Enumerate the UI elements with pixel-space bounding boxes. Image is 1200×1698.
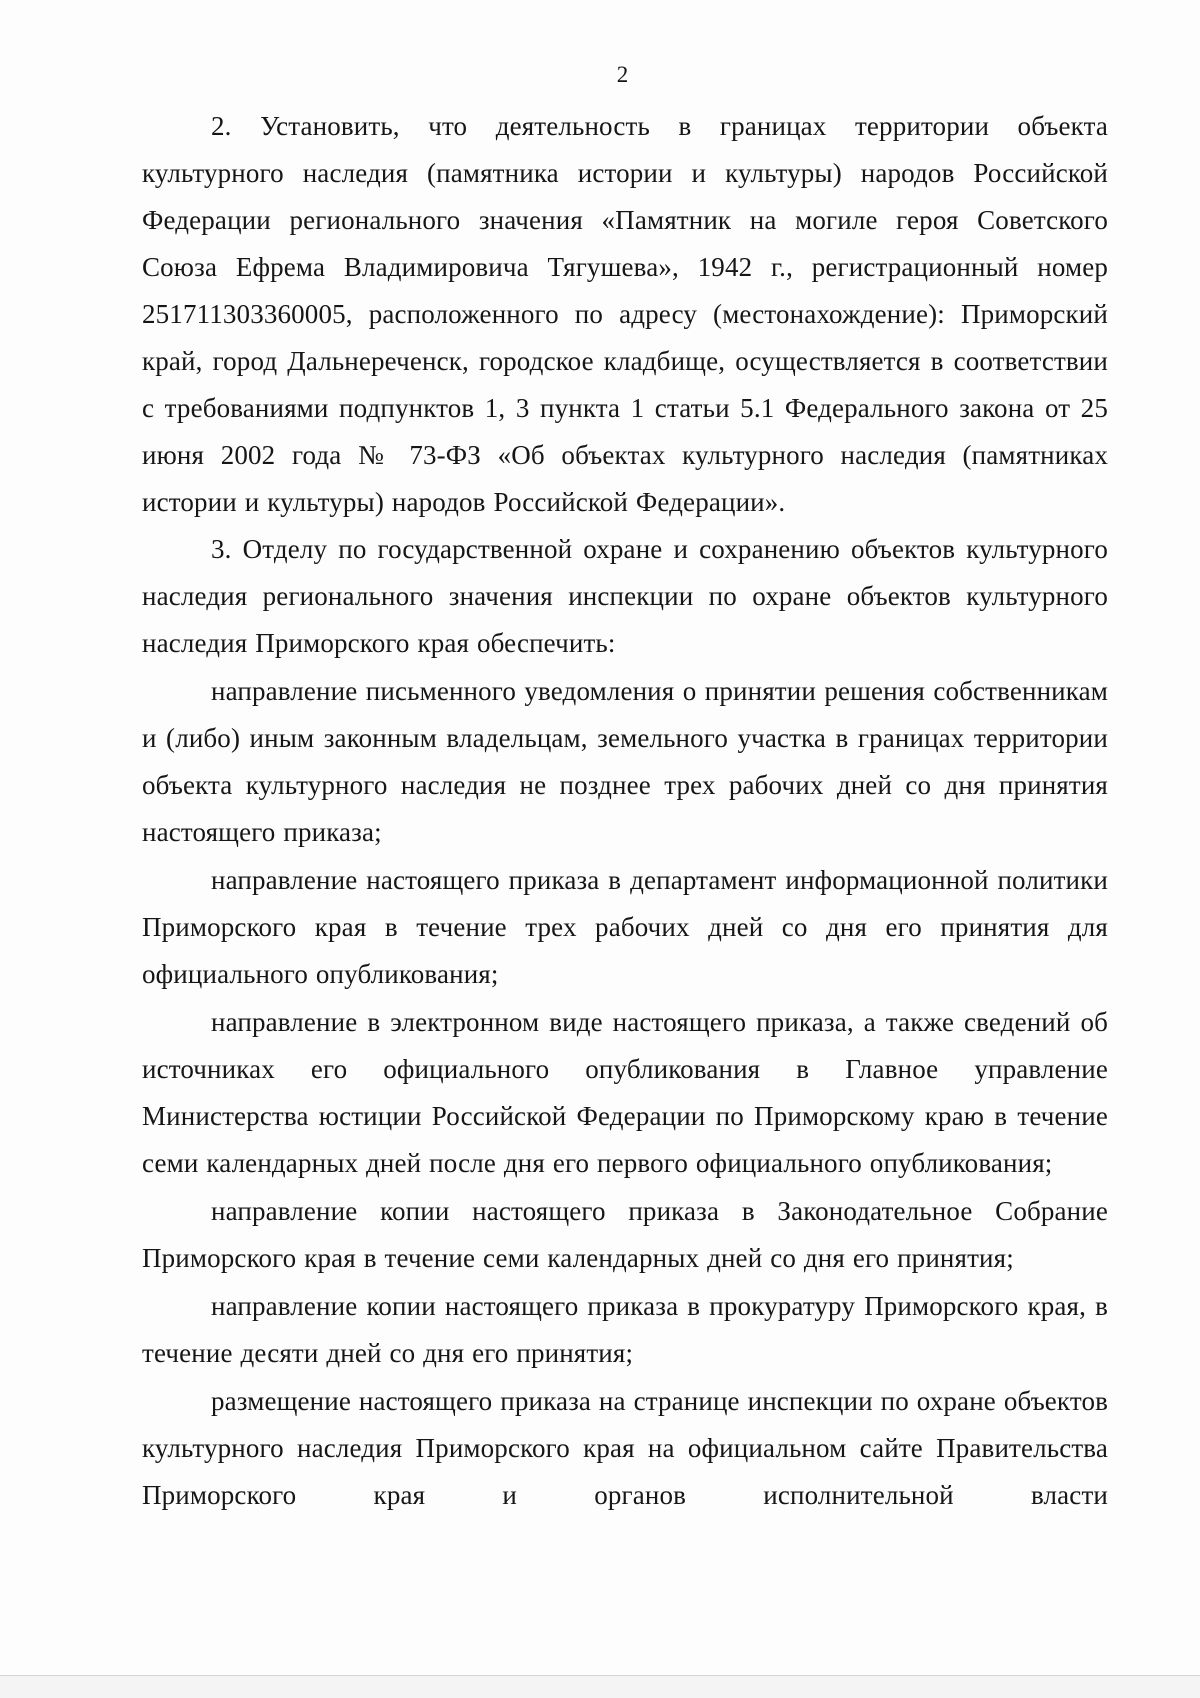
subitem-notification-to-owners: направление письменного уведомления о принятии решения собственникам и (либо) иным законным владельцам, земельного участка в границах территории объекта культурного наследия не позднее трех рабочих дней со дня принятия настоящего приказа; (142, 676, 1108, 847)
subitem-ministry-of-justice: направление в электронном виде настоящего приказа, а также сведений об источниках его официального опубликования в Главное управление Министерства юстиции Российской Федерации по Приморскому краю в течение семи календарных дней после дня его первого официального опубликования; (142, 1007, 1108, 1178)
paragraph-item-3: 3. Отделу по государственной охране и сохранению объектов культурного наследия регионального значения инспекции по охране объектов культурного наследия Приморского края обеспечить: (142, 534, 1108, 658)
paragraph-item-2: 2. Установить, что деятельность в границах территории объекта культурного наследия (памятника истории и культуры) народов Российской Федерации регионального значения «Памятник на могиле героя Советского Союза Ефрема Владимировича Тягушева», 1942 г., регистрационный номер 251711303360005, расположенного по адресу (местонахождение): Приморский край, город Дальнереченск, городское кладбище, осуществляется в соответствии с требованиями подпунктов 1, 3 пункта 1 статьи 5.1 Федерального закона от 25 июня 2002 года № 73-ФЗ «Об объектах культурного наследия (памятниках истории и культуры) народов Российской Федерации». (142, 111, 1108, 517)
subitem-website-placement: размещение настоящего приказа на странице инспекции по охране объектов культурного наследия Приморского края на официальном сайте Правительства Приморского края и органов исполнительной власти (142, 1386, 1108, 1510)
page-number: 2 (616, 62, 629, 87)
subitem-legislative-assembly: направление копии настоящего приказа в Законодательное Собрание Приморского края в течение семи календарных дней со дня его принятия; (142, 1196, 1108, 1273)
subitem-publication-department: направление настоящего приказа в департамент информационной политики Приморского края в течение трех рабочих дней со дня его принятия для официального опубликования; (142, 865, 1108, 989)
subitem-prosecutor-office: направление копии настоящего приказа в прокуратуру Приморского края, в течение десяти дней со дня его принятия; (142, 1291, 1108, 1368)
document-body (142, 103, 1108, 1519)
scan-bottom-edge (0, 1675, 1200, 1698)
